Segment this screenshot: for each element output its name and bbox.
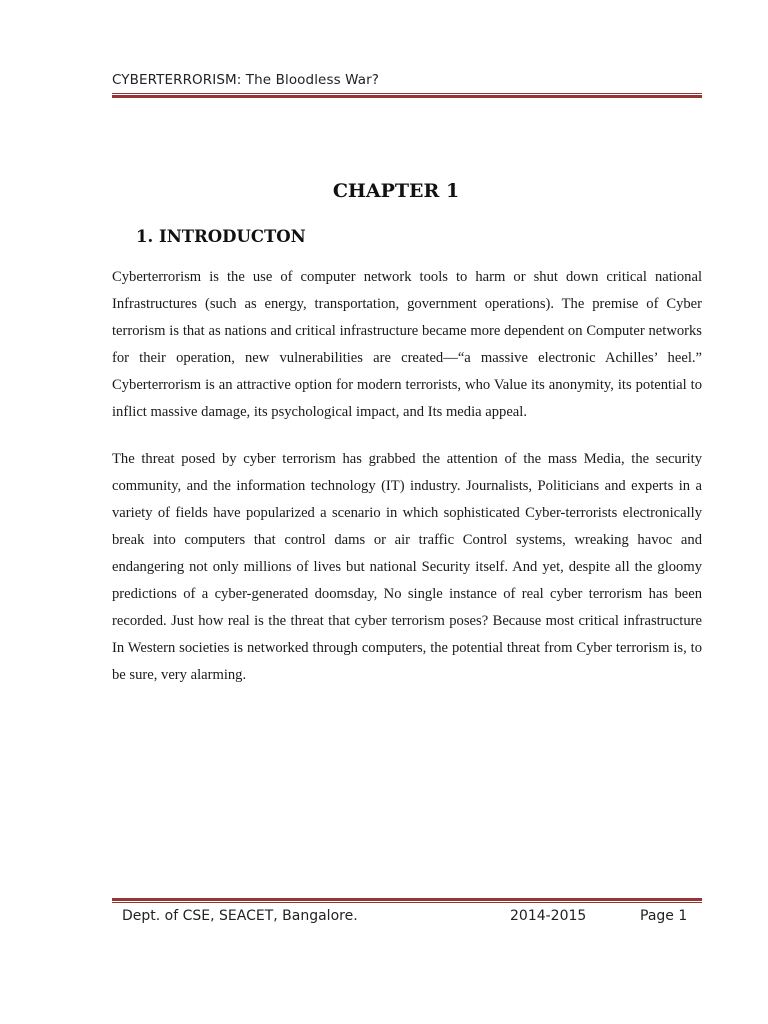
running-header: CYBERTERRORISM: The Bloodless War?: [112, 72, 379, 88]
page-footer: [0, 908, 768, 932]
paragraph-2: The threat posed by cyber terrorism has grabbed the attention of the mass Media, the security community, and the information technology (IT) industry. Journalists, Politicians and experts in a variety of fields have popularized a scenario in which sophisticated Cyber-terrorists electronically break into computers that control dams or air traffic Control systems, wreaking havoc and endangering not only millions of lives but national Security itself. And yet, despite all the gloomy predictions of a cyber-generated doomsday, No single instance of real cyber terrorism has been recorded. Just how real is the threat that cyber terrorism poses? Because most critical infrastructure In Western societies is networked through computers, the potential threat from Cyber terrorism is, to be sure, very alarming.: [112, 451, 702, 683]
paragraph-1: Cyberterrorism is the use of computer network tools to harm or shut down critical national Infrastructures (such as energy, transportation, government operations). The premise of Cyber terrorism is that as nations and critical infrastructure became more dependent on Computer networks for their operation, new vulnerabilities are created—“a massive electronic Achilles’ heel.” Cyberterrorism is an attractive option for modern terrorists, who Value its anonymity, its potential to inflict massive damage, its psychological impact, and Its media appeal.: [112, 269, 702, 420]
chapter-title: [0, 180, 768, 202]
section-title: 1. INTRODUCTON: [136, 227, 306, 246]
footer-page-number: Page 1: [640, 908, 688, 924]
footer-year: 2014-2015: [510, 908, 587, 924]
header-rule-thin-line: [112, 93, 702, 94]
footer-rule: [112, 898, 702, 903]
footer-rule-thick-line: [112, 898, 702, 901]
footer-rule-thin-line: [112, 902, 702, 903]
header-rule: [112, 93, 702, 98]
chapter-title-text: CHAPTER 1: [332, 180, 460, 202]
header-rule-thick-line: [112, 95, 702, 98]
footer-department: Dept. of CSE, SEACET, Bangalore.: [122, 908, 358, 924]
